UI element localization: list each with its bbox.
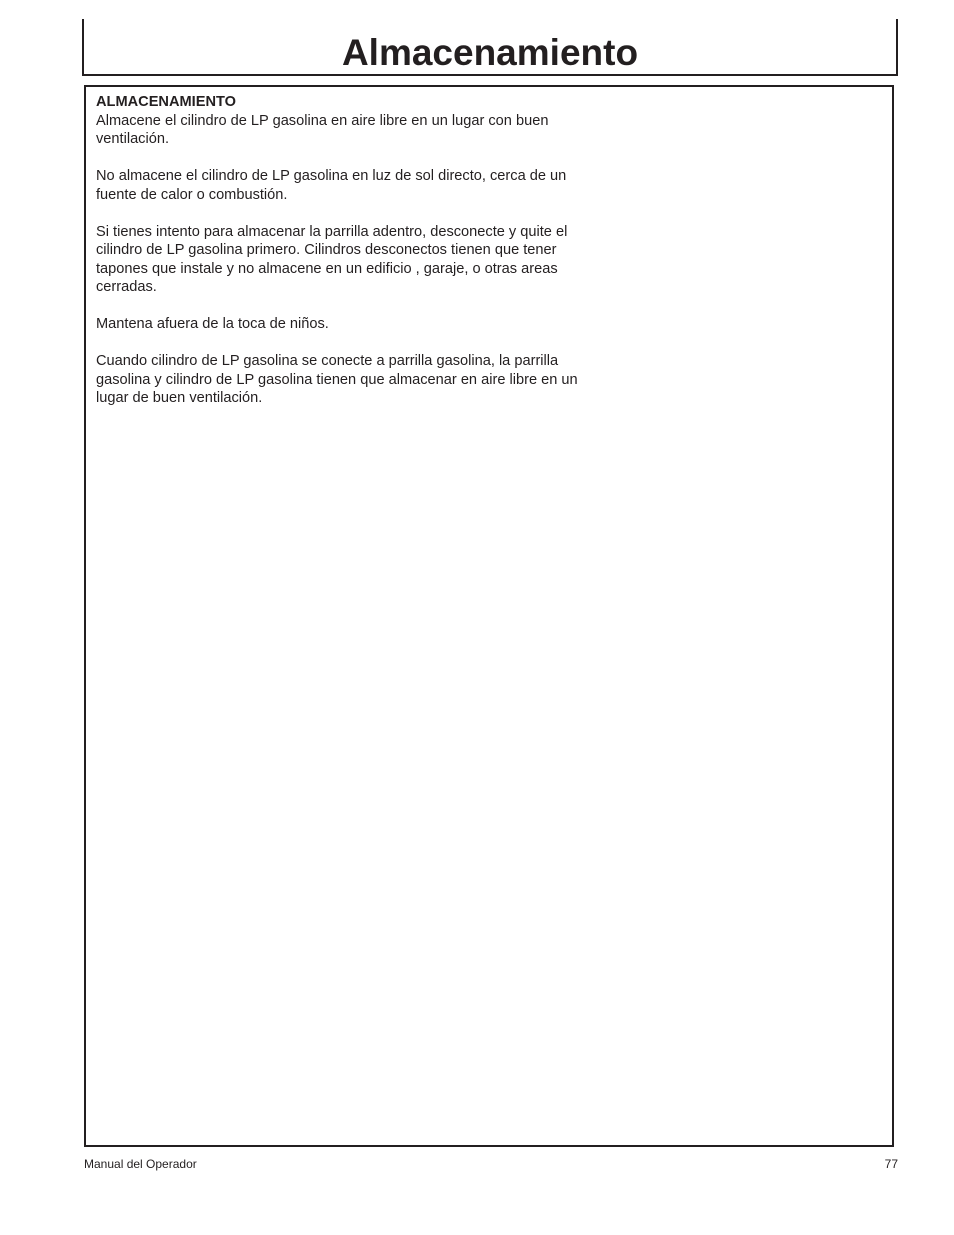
section-heading: ALMACENAMIENTO xyxy=(96,94,236,110)
content-box xyxy=(84,85,894,1147)
paragraph-connected-cylinder: Cuando cilindro de LP gasolina se conecte a parrilla gasolina, la parrilla gasolina y cilindro de LP gasolina tienen que almacenar en aire libre en un lugar de buen ventilación. xyxy=(96,353,578,406)
paragraph-children: Mantena afuera de la toca de niños. xyxy=(96,316,329,332)
paragraph-sunlight: No almacene el cilindro de LP gasolina en luz de sol directo, cerca de un fuente de calor o combustión. xyxy=(96,168,567,203)
page-number: 77 xyxy=(884,1157,898,1171)
page-title: Almacenamiento xyxy=(341,32,639,73)
section-content xyxy=(96,93,626,426)
title-frame xyxy=(82,19,898,76)
footer-manual-title: Manual del Operador xyxy=(84,1157,197,1171)
paragraph-indoor-storage: Si tienes intento para almacenar la parrilla adentro, desconecte y quite el cilindro de LP gasolina primero. Cilindros desconectos tienen que tener tapones que instale y no almacene en un edificio , garaje, o otras areas cerradas. xyxy=(96,223,568,295)
paragraph-ventilation: Almacene el cilindro de LP gasolina en aire libre en un lugar con buen ventilación. xyxy=(96,112,549,147)
